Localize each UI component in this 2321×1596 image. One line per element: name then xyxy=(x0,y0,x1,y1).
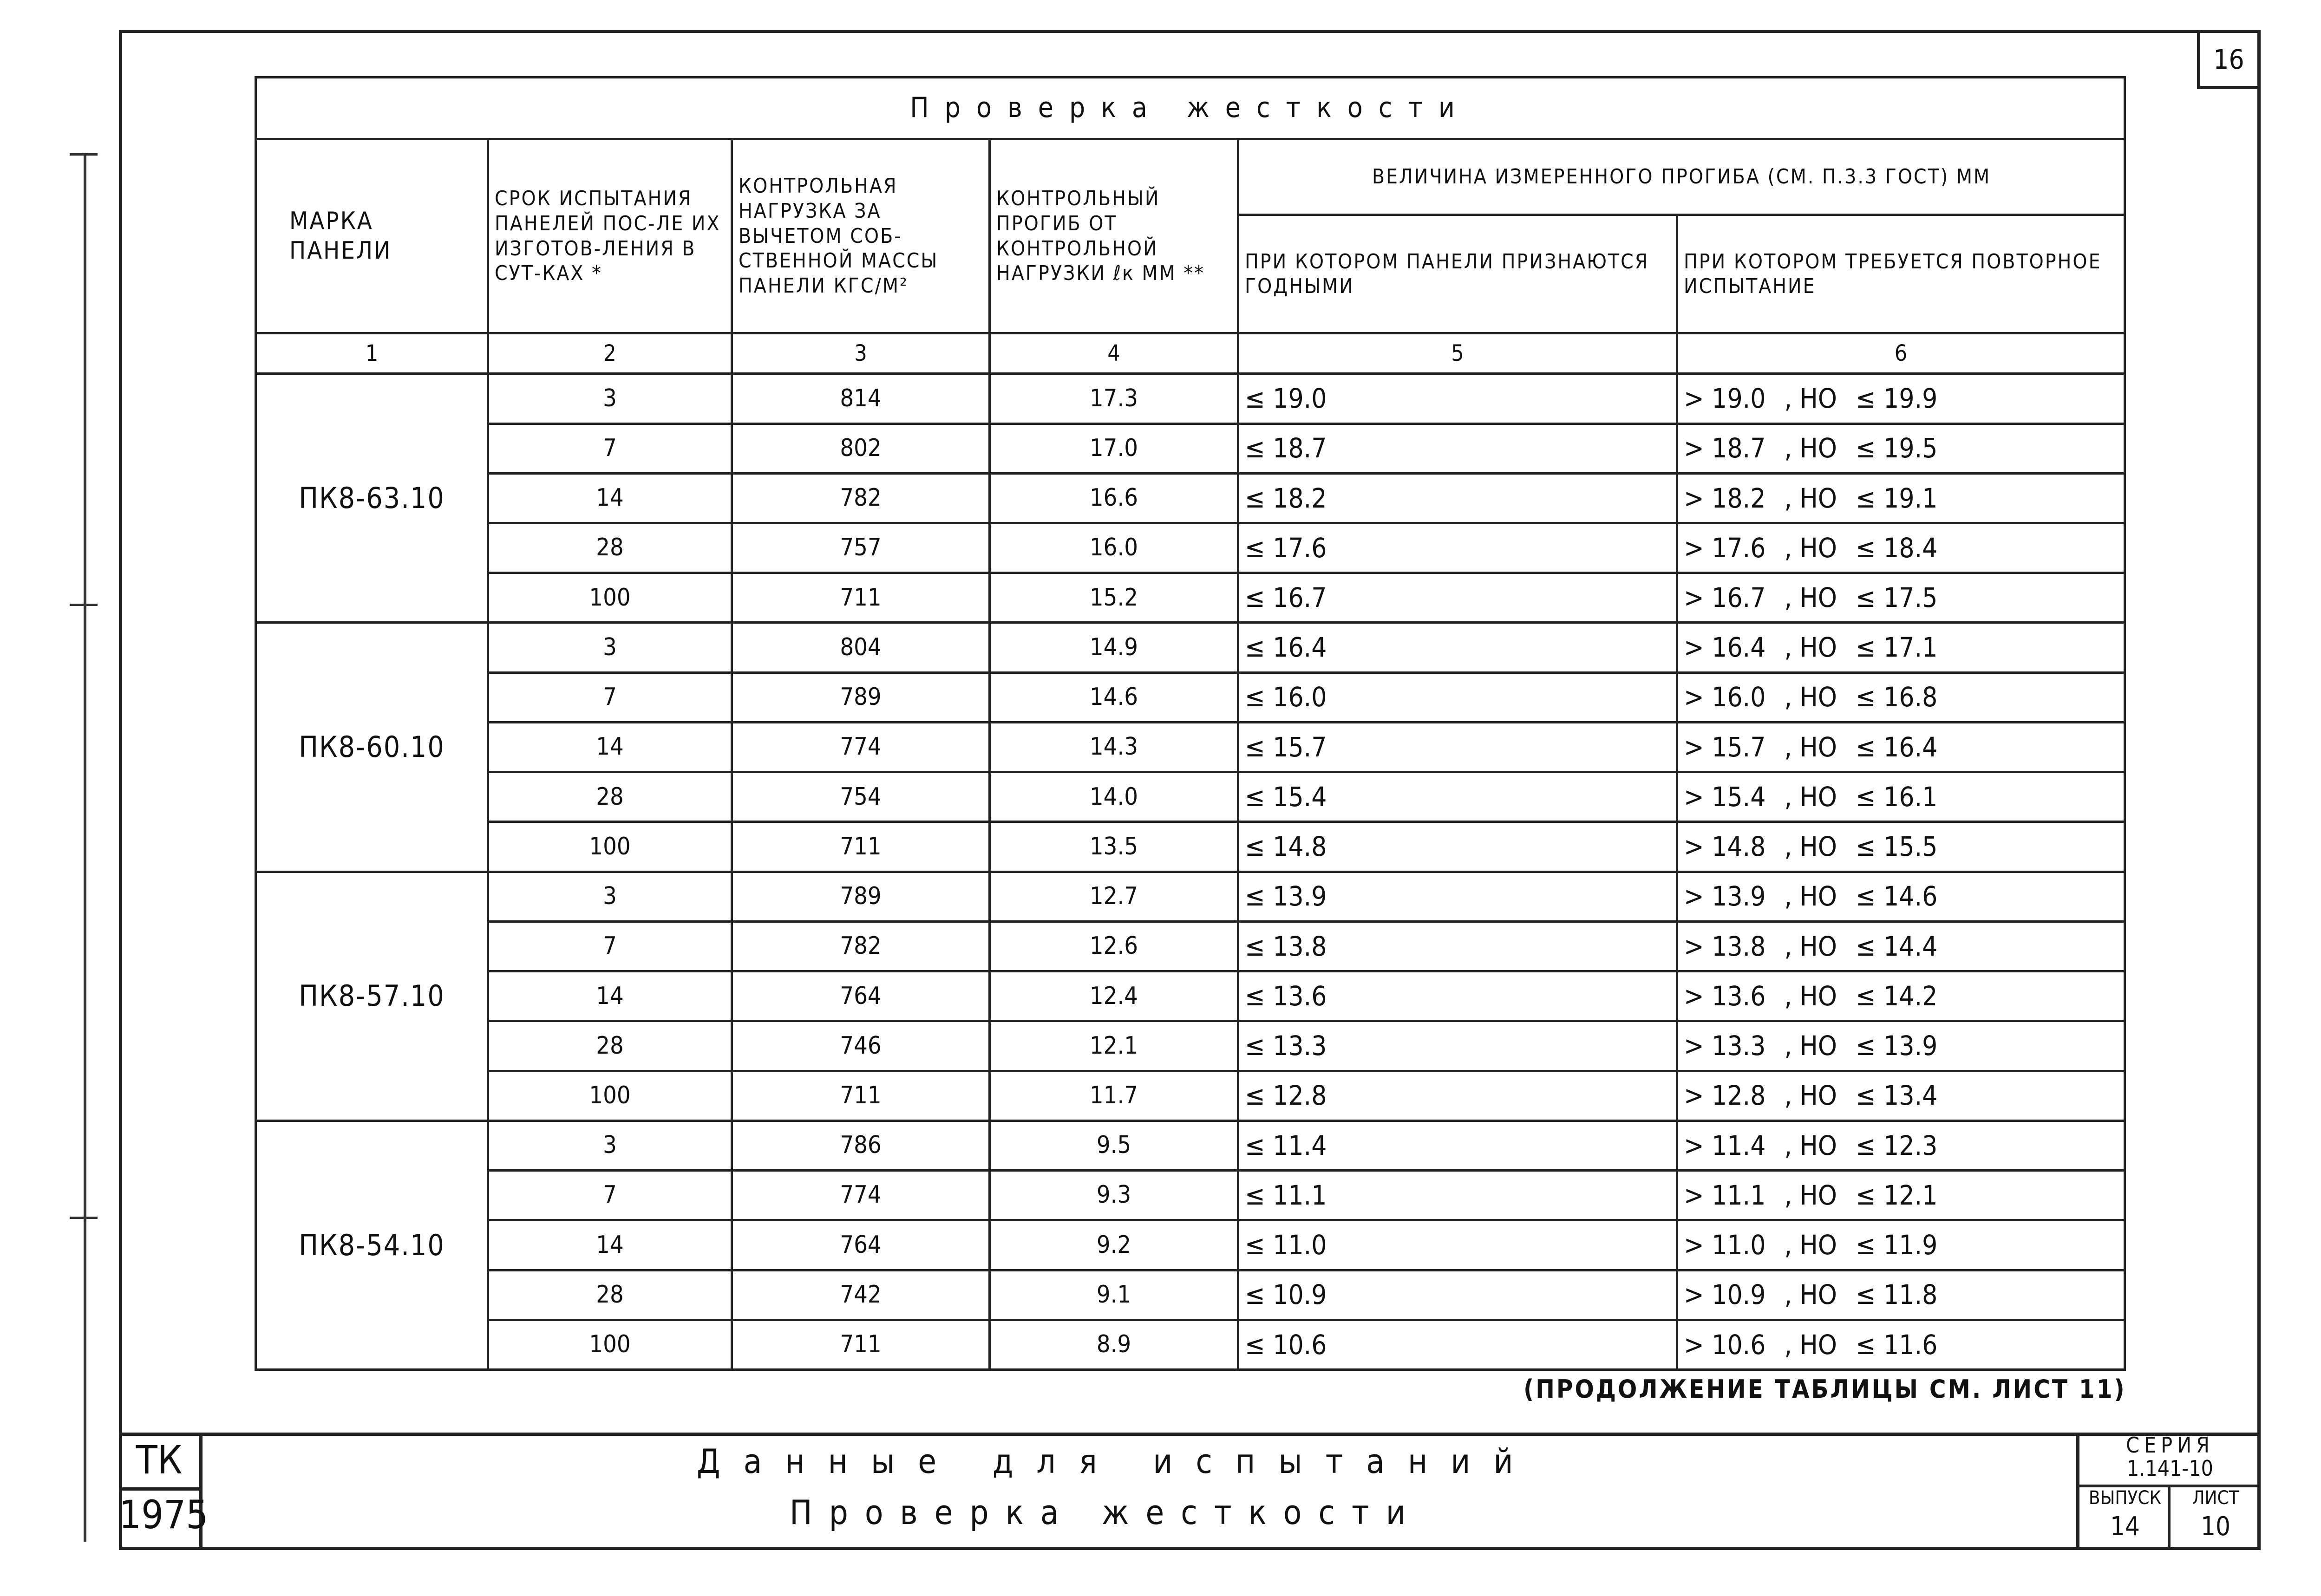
control-deflection: 9.2 xyxy=(990,1220,1238,1270)
accepted-limit: ≤ 13.8 xyxy=(1238,921,1677,971)
accepted-limit: ≤ 10.6 xyxy=(1238,1320,1677,1369)
header-panel-mark: МАРКА ПАНЕЛИ xyxy=(256,139,488,333)
retest-range xyxy=(1677,672,2125,722)
accepted-limit: ≤ 16.4 xyxy=(1238,623,1677,672)
retest-separator: , НО xyxy=(1784,482,1837,514)
accepted-limit: ≤ 18.7 xyxy=(1238,423,1677,473)
retest-separator: , НО xyxy=(1784,681,1837,713)
retest-range xyxy=(1677,1171,2125,1220)
retest-range xyxy=(1677,473,2125,523)
control-load: 711 xyxy=(732,822,990,872)
retest-upper: ≤ 16.4 xyxy=(1855,731,1938,763)
test-days: 14 xyxy=(488,473,732,523)
binding-margin-tick xyxy=(70,153,98,156)
accepted-limit: ≤ 10.9 xyxy=(1238,1270,1677,1320)
control-deflection: 16.6 xyxy=(990,473,1238,523)
table-row xyxy=(256,523,2125,573)
retest-separator: , НО xyxy=(1784,980,1837,1012)
retest-lower: > 10.6 xyxy=(1684,1329,1766,1361)
retest-separator: , НО xyxy=(1784,1129,1837,1161)
control-load: 754 xyxy=(732,772,990,822)
retest-separator: , НО xyxy=(1784,1279,1837,1311)
accepted-limit: ≤ 16.0 xyxy=(1238,672,1677,722)
test-days: 28 xyxy=(488,1270,732,1320)
retest-lower: > 19.0 xyxy=(1684,383,1766,415)
control-load: 774 xyxy=(732,722,990,772)
column-number: 1 xyxy=(256,333,488,374)
retest-separator: , НО xyxy=(1784,632,1837,664)
retest-lower: > 10.9 xyxy=(1684,1279,1766,1311)
stiffness-test-table xyxy=(255,76,2126,1371)
control-deflection: 14.9 xyxy=(990,623,1238,672)
retest-range xyxy=(1677,1071,2125,1120)
retest-upper: ≤ 16.8 xyxy=(1855,681,1938,713)
accepted-limit: ≤ 15.7 xyxy=(1238,722,1677,772)
retest-range xyxy=(1677,1320,2125,1369)
retest-lower: > 18.2 xyxy=(1684,482,1766,514)
accepted-limit: ≤ 11.1 xyxy=(1238,1171,1677,1220)
retest-upper: ≤ 14.4 xyxy=(1855,930,1938,962)
test-days: 100 xyxy=(488,1071,732,1120)
control-load: 746 xyxy=(732,1021,990,1071)
retest-lower: > 16.0 xyxy=(1684,681,1766,713)
column-number: 3 xyxy=(732,333,990,374)
table-row xyxy=(256,1270,2125,1320)
accepted-limit: ≤ 19.0 xyxy=(1238,374,1677,423)
retest-upper: ≤ 11.9 xyxy=(1855,1229,1938,1261)
panel-mark: ПК8-54.10 xyxy=(256,1120,488,1369)
retest-lower: > 13.6 xyxy=(1684,980,1766,1012)
sheet-label: ЛИСТ xyxy=(2192,1487,2239,1509)
retest-range xyxy=(1677,623,2125,672)
table-row xyxy=(256,374,2125,423)
retest-separator: , НО xyxy=(1784,1080,1837,1112)
header-control-deflection: КОНТРОЛЬНЫЙ ПРОГИБ ОТ КОНТРОЛЬНОЙ НАГРУЗКИ ℓк ММ ** xyxy=(990,139,1238,333)
control-load: 711 xyxy=(732,1320,990,1369)
retest-lower: > 15.4 xyxy=(1684,781,1766,813)
table-row xyxy=(256,921,2125,971)
control-deflection: 17.3 xyxy=(990,374,1238,423)
header-retest: ПРИ КОТОРОМ ТРЕБУЕТСЯ ПОВТОРНОЕ ИСПЫТАНИЕ xyxy=(1677,215,2125,333)
table-row xyxy=(256,1120,2125,1170)
retest-upper: ≤ 13.9 xyxy=(1855,1030,1938,1062)
control-deflection: 12.4 xyxy=(990,971,1238,1021)
test-days: 100 xyxy=(488,573,732,623)
retest-upper: ≤ 12.3 xyxy=(1855,1129,1938,1161)
control-load: 764 xyxy=(732,1220,990,1270)
retest-range xyxy=(1677,971,2125,1021)
control-load: 782 xyxy=(732,473,990,523)
test-days: 3 xyxy=(488,623,732,672)
retest-lower: > 11.0 xyxy=(1684,1229,1766,1261)
retest-separator: , НО xyxy=(1784,930,1837,962)
column-number: 4 xyxy=(990,333,1238,374)
control-deflection: 15.2 xyxy=(990,573,1238,623)
retest-upper: ≤ 12.1 xyxy=(1855,1179,1938,1211)
sheet-value: 10 xyxy=(2200,1511,2231,1542)
code-year: 1975 xyxy=(119,1492,209,1537)
accepted-limit: ≤ 11.4 xyxy=(1238,1120,1677,1170)
table-row xyxy=(256,1320,2125,1369)
code-separator xyxy=(119,1487,199,1491)
accepted-limit: ≤ 18.2 xyxy=(1238,473,1677,523)
retest-upper: ≤ 16.1 xyxy=(1855,781,1938,813)
retest-separator: , НО xyxy=(1784,383,1837,415)
series-label: СЕРИЯ xyxy=(2126,1433,2214,1458)
title-block-code xyxy=(119,1433,209,1550)
control-deflection: 12.7 xyxy=(990,872,1238,921)
retest-lower: > 18.7 xyxy=(1684,432,1766,464)
test-days: 3 xyxy=(488,374,732,423)
test-days: 14 xyxy=(488,971,732,1021)
retest-lower: > 17.6 xyxy=(1684,532,1766,564)
retest-separator: , НО xyxy=(1784,880,1837,912)
control-deflection: 12.1 xyxy=(990,1021,1238,1071)
control-deflection: 11.7 xyxy=(990,1071,1238,1120)
control-load: 711 xyxy=(732,1071,990,1120)
accepted-limit: ≤ 13.6 xyxy=(1238,971,1677,1021)
retest-upper: ≤ 19.5 xyxy=(1855,432,1938,464)
title-block-series xyxy=(2076,1433,2261,1550)
retest-upper: ≤ 17.1 xyxy=(1855,632,1938,664)
accepted-limit: ≤ 16.7 xyxy=(1238,573,1677,623)
control-load: 804 xyxy=(732,623,990,672)
accepted-limit: ≤ 15.4 xyxy=(1238,772,1677,822)
accepted-limit: ≤ 11.0 xyxy=(1238,1220,1677,1270)
control-load: 774 xyxy=(732,1171,990,1220)
retest-upper: ≤ 11.8 xyxy=(1855,1279,1938,1311)
retest-separator: , НО xyxy=(1784,731,1837,763)
retest-lower: > 11.1 xyxy=(1684,1179,1766,1211)
retest-lower: > 16.4 xyxy=(1684,632,1766,664)
continuation-note: (ПРОДОЛЖЕНИЕ ТАБЛИЦЫ СМ. ЛИСТ 11) xyxy=(1523,1375,2126,1404)
table-row xyxy=(256,573,2125,623)
drawing-subtitle: Проверка жесткости xyxy=(790,1493,1422,1532)
retest-lower: > 16.7 xyxy=(1684,581,1766,613)
table-row xyxy=(256,672,2125,722)
test-days: 7 xyxy=(488,672,732,722)
binding-margin-line xyxy=(84,153,86,1542)
table-row xyxy=(256,473,2125,523)
drawing-title: Данные для испытаний xyxy=(697,1442,1536,1481)
retest-range xyxy=(1677,1120,2125,1170)
test-days: 100 xyxy=(488,822,732,872)
retest-lower: > 13.3 xyxy=(1684,1030,1766,1062)
control-deflection: 14.6 xyxy=(990,672,1238,722)
retest-range xyxy=(1677,423,2125,473)
control-deflection: 8.9 xyxy=(990,1320,1238,1369)
table-row xyxy=(256,1220,2125,1270)
retest-range xyxy=(1677,921,2125,971)
table-row xyxy=(256,1021,2125,1071)
test-days: 3 xyxy=(488,1120,732,1170)
issue-value: 14 xyxy=(2110,1511,2140,1542)
control-load: 802 xyxy=(732,423,990,473)
retest-range xyxy=(1677,523,2125,573)
retest-upper: ≤ 11.6 xyxy=(1855,1329,1938,1361)
table-body xyxy=(256,374,2125,1370)
retest-separator: , НО xyxy=(1784,1030,1837,1062)
retest-upper: ≤ 14.2 xyxy=(1855,980,1938,1012)
table-row xyxy=(256,1071,2125,1120)
test-days: 28 xyxy=(488,523,732,573)
control-deflection: 16.0 xyxy=(990,523,1238,573)
test-days: 3 xyxy=(488,872,732,921)
retest-range xyxy=(1677,872,2125,921)
retest-separator: , НО xyxy=(1784,781,1837,813)
retest-separator: , НО xyxy=(1784,1329,1837,1361)
retest-range xyxy=(1677,1021,2125,1071)
table-row xyxy=(256,772,2125,822)
retest-lower: > 13.9 xyxy=(1684,880,1766,912)
control-deflection: 17.0 xyxy=(990,423,1238,473)
code-top: ТК xyxy=(136,1437,183,1483)
binding-margin-tick xyxy=(70,604,98,606)
retest-range xyxy=(1677,822,2125,872)
header-control-load: КОНТРОЛЬНАЯ НАГРУЗКА ЗА ВЫЧЕТОМ СОБ-СТВЕННОЙ МАССЫ ПАНЕЛИ КГС/М² xyxy=(732,139,990,333)
retest-separator: , НО xyxy=(1784,432,1837,464)
control-deflection: 14.0 xyxy=(990,772,1238,822)
table-row xyxy=(256,872,2125,921)
header-measured-deflection: ВЕЛИЧИНА ИЗМЕРЕННОГО ПРОГИБА (СМ. П.3.3 ГОСТ) ММ xyxy=(1238,139,2125,215)
retest-separator: , НО xyxy=(1784,831,1837,863)
control-load: 742 xyxy=(732,1270,990,1320)
header-accepted: ПРИ КОТОРОМ ПАНЕЛИ ПРИЗНАЮТСЯ ГОДНЫМИ xyxy=(1238,215,1677,333)
retest-range xyxy=(1677,722,2125,772)
table-row xyxy=(256,1171,2125,1220)
table-row xyxy=(256,822,2125,872)
retest-range xyxy=(1677,772,2125,822)
retest-range xyxy=(1677,1270,2125,1320)
test-days: 28 xyxy=(488,1021,732,1071)
test-days: 7 xyxy=(488,921,732,971)
table-row xyxy=(256,423,2125,473)
retest-upper: ≤ 19.1 xyxy=(1855,482,1938,514)
retest-range xyxy=(1677,374,2125,423)
retest-lower: > 15.7 xyxy=(1684,731,1766,763)
retest-upper: ≤ 13.4 xyxy=(1855,1080,1938,1112)
column-number: 2 xyxy=(488,333,732,374)
control-load: 814 xyxy=(732,374,990,423)
control-load: 789 xyxy=(732,872,990,921)
control-load: 764 xyxy=(732,971,990,1021)
control-load: 786 xyxy=(732,1120,990,1170)
issue-label: ВЫПУСК xyxy=(2088,1487,2162,1509)
control-load: 711 xyxy=(732,573,990,623)
retest-separator: , НО xyxy=(1784,581,1837,613)
control-deflection: 9.3 xyxy=(990,1171,1238,1220)
retest-range xyxy=(1677,1220,2125,1270)
control-load: 757 xyxy=(732,523,990,573)
retest-lower: > 12.8 xyxy=(1684,1080,1766,1112)
accepted-limit: ≤ 12.8 xyxy=(1238,1071,1677,1120)
column-number: 5 xyxy=(1238,333,1677,374)
retest-separator: , НО xyxy=(1784,532,1837,564)
retest-upper: ≤ 14.6 xyxy=(1855,880,1938,912)
control-deflection: 12.6 xyxy=(990,921,1238,971)
panel-mark: ПК8-60.10 xyxy=(256,623,488,872)
control-load: 789 xyxy=(732,672,990,722)
retest-upper: ≤ 19.9 xyxy=(1855,383,1938,415)
accepted-limit: ≤ 14.8 xyxy=(1238,822,1677,872)
table-title: Проверка жесткости xyxy=(256,78,2125,139)
retest-upper: ≤ 18.4 xyxy=(1855,532,1938,564)
accepted-limit: ≤ 13.9 xyxy=(1238,872,1677,921)
control-deflection: 14.3 xyxy=(990,722,1238,772)
test-days: 7 xyxy=(488,1171,732,1220)
test-days: 14 xyxy=(488,1220,732,1270)
panel-mark: ПК8-57.10 xyxy=(256,872,488,1120)
retest-upper: ≤ 15.5 xyxy=(1855,831,1938,863)
test-days: 7 xyxy=(488,423,732,473)
control-deflection: 13.5 xyxy=(990,822,1238,872)
retest-range xyxy=(1677,573,2125,623)
table-row xyxy=(256,722,2125,772)
test-days: 14 xyxy=(488,722,732,772)
table-row xyxy=(256,623,2125,672)
test-days: 28 xyxy=(488,772,732,822)
series-number: 1.141-10 xyxy=(2126,1456,2214,1481)
retest-lower: > 14.8 xyxy=(1684,831,1766,863)
test-days: 100 xyxy=(488,1320,732,1369)
table-row xyxy=(256,971,2125,1021)
binding-margin-tick xyxy=(70,1217,98,1219)
control-deflection: 9.5 xyxy=(990,1120,1238,1170)
control-load: 782 xyxy=(732,921,990,971)
column-number: 6 xyxy=(1677,333,2125,374)
retest-lower: > 13.8 xyxy=(1684,930,1766,962)
accepted-limit: ≤ 13.3 xyxy=(1238,1021,1677,1071)
panel-mark: ПК8-63.10 xyxy=(256,374,488,623)
control-deflection: 9.1 xyxy=(990,1270,1238,1320)
retest-separator: , НО xyxy=(1784,1229,1837,1261)
retest-lower: > 11.4 xyxy=(1684,1129,1766,1161)
sheet-number: 16 xyxy=(2197,30,2261,89)
accepted-limit: ≤ 17.6 xyxy=(1238,523,1677,573)
header-test-period: СРОК ИСПЫТАНИЯ ПАНЕЛЕЙ ПОС-ЛЕ ИХ ИЗГОТОВ-ЛЕНИЯ В СУТ-КАХ * xyxy=(488,139,732,333)
retest-separator: , НО xyxy=(1784,1179,1837,1211)
retest-upper: ≤ 17.5 xyxy=(1855,581,1938,613)
